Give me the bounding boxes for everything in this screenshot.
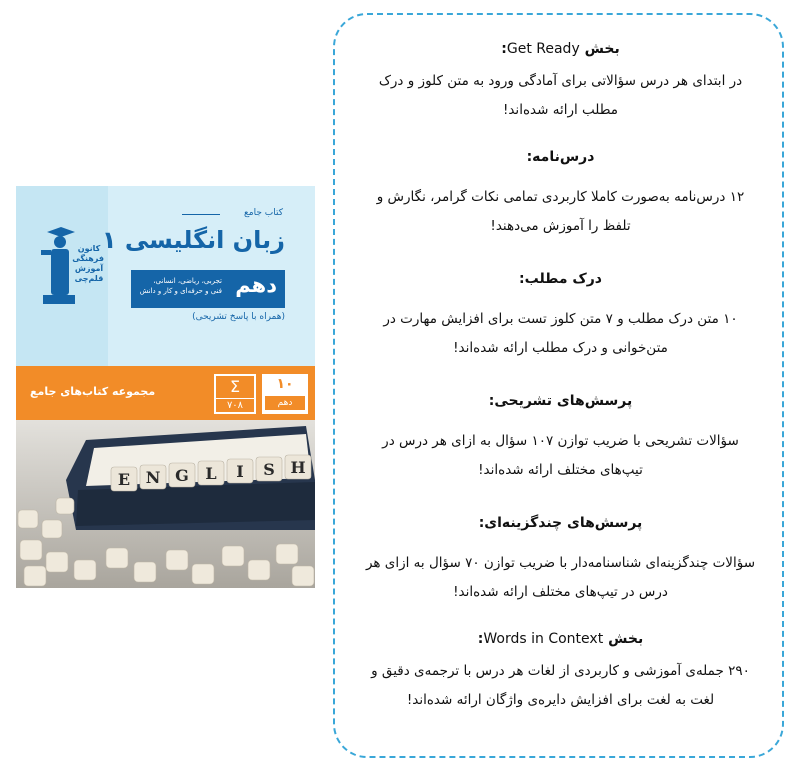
body-line: مطلب ارائه شده‌اند! — [502, 102, 619, 118]
body-line: درس در تیپ‌های مختلف ارائه شده‌اند! — [453, 584, 668, 600]
answer-note: (همراه با پاسخ تشریحی) — [192, 312, 285, 322]
publisher-line: کانون — [77, 244, 101, 253]
letter-cube-text: G — [175, 466, 189, 485]
publisher-name — [74, 244, 104, 284]
section-get-ready — [335, 41, 786, 125]
grade-badge — [262, 374, 308, 414]
publisher-line: فرهنگی — [72, 254, 104, 263]
section-body — [335, 183, 786, 241]
section-title — [335, 41, 786, 57]
body-line: در ابتدای هر درس سؤالاتی برای آمادگی ورود به متن کلوز و درک — [378, 73, 743, 89]
section-body — [335, 549, 786, 607]
publisher-logo-panel — [16, 186, 108, 366]
series-band — [16, 366, 315, 420]
body-line: ۲۹۰ جمله‌ی آموزشی و کاربردی از لغات هر درس با ترجمه‌ی دقیق و — [371, 663, 750, 679]
section-body — [335, 657, 786, 715]
letter-cube-text: I — [236, 462, 244, 481]
fields-line: فنی و حرفه‌ای و کار و دانش — [139, 287, 222, 295]
grade-fields — [137, 276, 222, 296]
series-label: مجموعه کتاب‌های جامع — [30, 385, 156, 398]
cover-subtitle: کتاب جامع — [244, 208, 283, 218]
letter-cube-text: N — [145, 468, 161, 487]
section-title: پرسش‌های چندگزینه‌ای: — [478, 515, 643, 531]
title-suffix: : — [477, 631, 484, 647]
grade-box — [131, 270, 285, 308]
features-panel — [333, 13, 784, 758]
section-lessons — [335, 149, 786, 241]
section-title: درک مطلب: — [519, 271, 602, 287]
grade-name: دهم — [235, 273, 277, 297]
body-line: تلفظ را آموزش می‌دهند! — [490, 218, 631, 234]
section-body — [335, 67, 786, 125]
series-number-box — [214, 374, 256, 414]
section-words-in-context — [335, 631, 786, 715]
title-prefix: بخش — [608, 631, 644, 647]
letter-cube-text: E — [117, 470, 131, 489]
letter-cube-text: S — [263, 460, 275, 479]
cover-title: زبان انگلیسی ۱ — [101, 226, 285, 254]
section-title: درس‌نامه: — [526, 149, 595, 165]
section-multiple-choice — [335, 515, 786, 607]
series-number: ۷۰۸ — [216, 398, 254, 413]
body-line: سؤالات تشریحی با ضریب توازن ۱۰۷ سؤال به ازای هر درس در — [382, 433, 739, 449]
body-line: لغت به لغت برای افزایش دایره‌ی واژگان ارائه شده‌اند! — [406, 692, 715, 708]
section-descriptive — [335, 393, 786, 485]
section-body — [335, 427, 786, 485]
fields-line: تجربی، ریاضی، انسانی، — [153, 277, 222, 285]
grade-badge-number: ۱۰ — [276, 376, 294, 392]
sigma-icon: Σ — [229, 377, 241, 396]
publisher-line: قلم‌چی — [74, 274, 104, 283]
title-latin: Words in Context — [483, 631, 604, 647]
book-cover — [16, 186, 315, 588]
section-reading — [335, 271, 786, 363]
title-suffix: : — [501, 41, 507, 57]
graduate-statue-icon — [39, 224, 77, 310]
subtitle-rule — [182, 214, 220, 215]
book-and-letter-cubes-image — [16, 420, 315, 588]
body-line: ۱۲ درس‌نامه به‌صورت کاملا کاربردی تمامی نکات گرامر، نگارش و — [376, 189, 745, 205]
section-title: پرسش‌های تشریحی: — [488, 393, 633, 409]
grade-badge-word: دهم — [265, 396, 305, 410]
title-prefix: بخش — [584, 41, 620, 57]
body-line: سؤالات چندگزینه‌ای شناسنامه‌دار با ضریب توازن ۷۰ سؤال به ازای هر — [365, 555, 756, 571]
section-title — [335, 631, 786, 647]
body-line: متن‌خوانی و درک مطلب ارائه شده‌اند! — [453, 340, 668, 356]
cover-header — [16, 186, 315, 366]
letter-cube-text: L — [205, 464, 217, 483]
cover-photo — [16, 420, 315, 588]
body-line: ۱۰ متن درک مطلب و ۷ متن کلوز تست برای افزایش مهارت در — [383, 311, 738, 327]
title-latin: Get Ready — [506, 41, 580, 57]
body-line: تیپ‌های مختلف ارائه شده‌اند! — [478, 462, 643, 478]
letter-cube-text: H — [290, 458, 306, 477]
section-body — [335, 305, 786, 363]
publisher-line: آموزش — [74, 264, 104, 273]
